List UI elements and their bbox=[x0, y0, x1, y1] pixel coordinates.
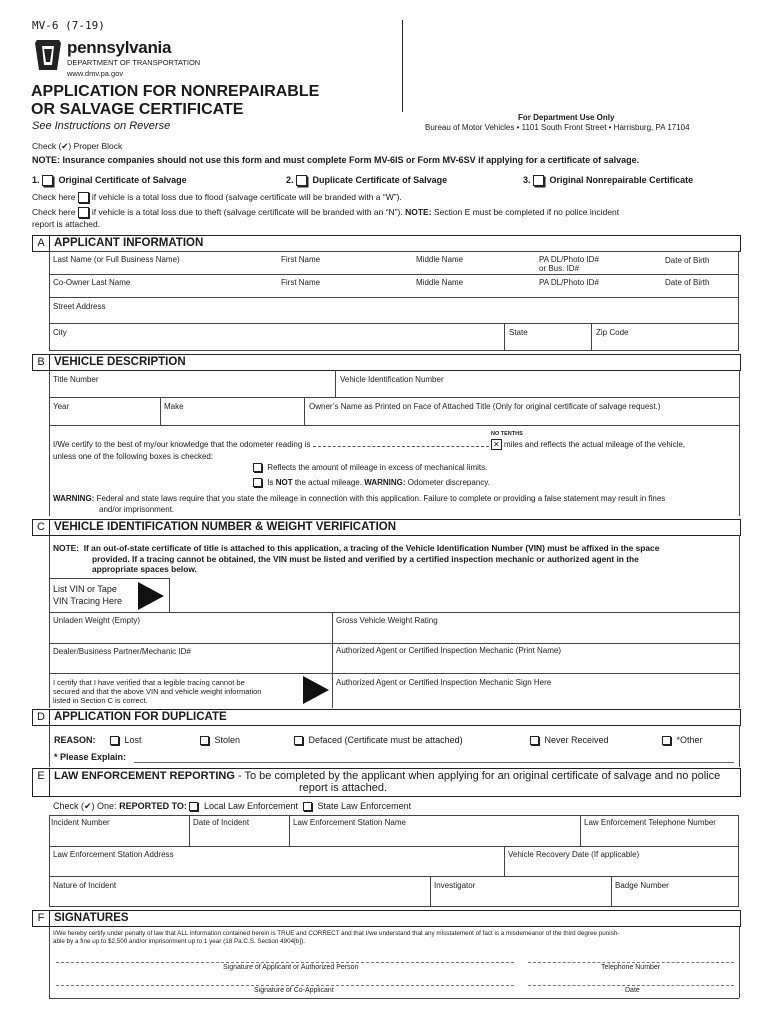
co-owner-dob-field[interactable]: Date of Birth bbox=[665, 278, 710, 287]
option-duplicate-salvage[interactable]: 2. Duplicate Certificate of Salvage bbox=[286, 175, 448, 185]
station-name-field[interactable]: Law Enforcement Station Name bbox=[293, 818, 406, 827]
date-line[interactable] bbox=[528, 985, 734, 986]
last-name-field[interactable]: Last Name (or Full Business Name) bbox=[53, 255, 180, 264]
section-a-grid bbox=[49, 251, 739, 351]
middle-name-field[interactable]: Middle Name bbox=[416, 255, 464, 264]
theft-check-row[interactable]: Check here if vehicle is a total loss due to theft (salvage certificate will be branded with an “N”). NOTE: Section E must be completed if no police incident bbox=[32, 207, 620, 217]
mileage-warning: WARNING: Federal and state laws require that you state the mileage in connection with this application. Failure to complete or providing a false statement may result in fines bbox=[53, 494, 666, 503]
flood-check-row[interactable]: Check here if vehicle is a total loss due to flood (salvage certificate will be branded with a “W”). bbox=[32, 192, 402, 202]
checkbox-icon[interactable] bbox=[303, 802, 312, 811]
date-label: Date bbox=[625, 987, 640, 994]
logo-wordmark: pennsylvania bbox=[67, 38, 172, 57]
first-name-field[interactable]: First Name bbox=[281, 255, 321, 264]
city-field[interactable]: City bbox=[53, 328, 67, 337]
odometer-certify-line2: unless one of the following boxes is checked: bbox=[53, 452, 214, 461]
dealer-id-field[interactable]: Dealer/Business Partner/Mechanic ID# bbox=[53, 647, 191, 656]
reason-label: REASON: bbox=[54, 735, 96, 745]
section-c-header: C VEHICLE IDENTIFICATION NUMBER & WEIGHT VERIFICATION bbox=[32, 519, 741, 536]
co-owner-middle-field[interactable]: Middle Name bbox=[416, 278, 464, 287]
title-number-field[interactable]: Title Number bbox=[53, 375, 99, 384]
odometer-certify: I/We certify to the best of my/our knowledge that the odometer reading is ✕ miles and reflects the actual mileage of the vehicle, bbox=[53, 440, 686, 449]
applicant-signature-line[interactable] bbox=[56, 962, 514, 963]
nature-of-incident-field[interactable]: Nature of Incident bbox=[53, 881, 117, 890]
state-law-enforcement-option[interactable]: State Law Enforcement bbox=[303, 801, 411, 811]
certify-tracing-text: I certify that I have verified that a legible tracing cannot be secured and that the above VIN and vehicle weight information listed in Section C is correct. bbox=[53, 678, 262, 705]
insurance-note: NOTE: Insurance companies should not use this form and must complete Form MV-6IS or Form MV-6SV if applying for a certificate of salvage. bbox=[32, 155, 640, 165]
year-field[interactable]: Year bbox=[53, 402, 70, 411]
checkbox-icon[interactable] bbox=[200, 736, 209, 745]
arrow-right-icon bbox=[138, 582, 164, 610]
dmv-url: www.dmv.pa.gov bbox=[67, 69, 124, 78]
badge-number-field[interactable]: Badge Number bbox=[615, 881, 669, 890]
local-law-enforcement-option[interactable]: Local Law Enforcement bbox=[189, 801, 298, 811]
section-b-header: B VEHICLE DESCRIPTION bbox=[32, 354, 741, 371]
investigator-field[interactable]: Investigator bbox=[434, 881, 476, 890]
vin-tracing-note: NOTE: If an out-of-state certificate of title is attached to this application, a tracing of the Vehicle Identification Number (VIN) must be affixed in the space provided. If a tracing cannot be obtained, the VIN must be listed and verified by a certified inspection mechanic or authorized agent in the appropriate spaces below. bbox=[53, 543, 660, 574]
reason-defaced[interactable]: Defaced (Certificate must be attached) bbox=[294, 735, 463, 745]
theft-checkbox-icon[interactable] bbox=[78, 207, 89, 218]
dept-name: DEPARTMENT OF TRANSPORTATION bbox=[67, 58, 201, 67]
agent-signature-field[interactable]: Authorized Agent or Certified Inspection Mechanic Sign Here bbox=[336, 678, 552, 687]
checkbox-icon[interactable] bbox=[253, 478, 262, 487]
make-field[interactable]: Make bbox=[164, 402, 184, 411]
dept-use-label: For Department Use Only bbox=[518, 113, 615, 122]
applicant-signature-label: Signature of Applicant or Authorized Person bbox=[223, 964, 359, 971]
telephone-line[interactable] bbox=[528, 962, 734, 963]
option-original-nonrepairable[interactable]: 3. Original Nonrepairable Certificate bbox=[523, 175, 694, 185]
coapplicant-signature-label: Signature of Co-Applicant bbox=[254, 987, 334, 994]
mileage-excess-option[interactable]: Reflects the amount of mileage in excess of mechanical limits. bbox=[253, 463, 487, 472]
section-e-header: E LAW ENFORCEMENT REPORTING - To be completed by the applicant when applying for an original certificate of salvage and no police report is attached. bbox=[32, 768, 741, 797]
gvwr-field[interactable]: Gross Vehicle Weight Rating bbox=[336, 616, 438, 625]
recovery-date-field[interactable]: Vehicle Recovery Date (If applicable) bbox=[508, 850, 640, 859]
zip-field[interactable]: Zip Code bbox=[596, 328, 629, 337]
reported-to-row: Check (✔) One: REPORTED TO: Local Law Enforcement State Law Enforcement bbox=[53, 801, 412, 811]
checkbox-icon[interactable] bbox=[253, 463, 262, 472]
checkbox-icon[interactable] bbox=[42, 175, 53, 186]
owner-name-field[interactable]: Owner’s Name as Printed on Face of Attached Title (Only for original certificate of salvage request.) bbox=[309, 402, 661, 411]
perjury-certification: I/We hereby certify under penalty of law that ALL information contained herein is TRUE and CORRECT and that I/we understand that any misstatement of fact is a misdemeanor of the third degree punish- able by a fine up to $2,500 and/or imprisonment up to 1 year (18 Pa.C.S. Section 4904[b]). bbox=[53, 930, 620, 945]
form-title-line1: APPLICATION FOR NONREPAIRABLE bbox=[31, 83, 320, 100]
tenths-box-icon[interactable]: ✕ bbox=[491, 439, 502, 450]
keystone-logo-icon bbox=[33, 39, 63, 76]
vin-tracing-area[interactable]: List VIN or Tape VIN Tracing Here bbox=[53, 584, 123, 606]
section-e-grid bbox=[49, 815, 739, 907]
checkbox-icon[interactable] bbox=[296, 175, 307, 186]
odometer-input[interactable] bbox=[313, 438, 489, 447]
dob-field[interactable]: Date of Birth bbox=[665, 256, 710, 265]
reason-lost[interactable]: Lost bbox=[110, 735, 142, 745]
checkbox-icon[interactable] bbox=[110, 736, 119, 745]
form-id: MV-6 (7-19) bbox=[32, 19, 105, 32]
reason-other[interactable]: *Other bbox=[662, 735, 703, 745]
pa-dl-field[interactable]: PA DL/Photo ID# or Bus. ID# bbox=[539, 255, 599, 273]
agent-print-name-field[interactable]: Authorized Agent or Certified Inspection Mechanic (Print Name) bbox=[336, 646, 561, 655]
header-divider bbox=[402, 20, 403, 112]
theft-line2: report is attached. bbox=[32, 219, 101, 229]
section-d-header: D APPLICATION FOR DUPLICATE bbox=[32, 709, 741, 726]
bureau-address: Bureau of Motor Vehicles • 1101 South Front Street • Harrisburg, PA 17104 bbox=[425, 123, 690, 132]
arrow-right-icon bbox=[303, 676, 329, 704]
unladen-weight-field[interactable]: Unladen Weight (Empty) bbox=[53, 616, 140, 625]
coapplicant-signature-line[interactable] bbox=[56, 985, 514, 986]
form-subtitle: See Instructions on Reverse bbox=[32, 120, 171, 132]
form-title-line2: OR SALVAGE CERTIFICATE bbox=[31, 101, 244, 118]
station-phone-field[interactable]: Law Enforcement Telephone Number bbox=[584, 818, 716, 827]
checkbox-icon[interactable] bbox=[662, 736, 671, 745]
please-explain-label: * Please Explain: bbox=[54, 752, 127, 762]
not-actual-mileage-option[interactable]: Is NOT the actual mileage. WARNING: Odometer discrepancy. bbox=[253, 478, 490, 487]
checkbox-icon[interactable] bbox=[530, 736, 539, 745]
reason-stolen[interactable]: Stolen bbox=[200, 735, 240, 745]
checkbox-icon[interactable] bbox=[189, 802, 198, 811]
station-address-field[interactable]: Law Enforcement Station Address bbox=[53, 850, 174, 859]
co-owner-dl-field[interactable]: PA DL/Photo ID# bbox=[539, 278, 599, 287]
co-owner-first-field[interactable]: First Name bbox=[281, 278, 321, 287]
flood-checkbox-icon[interactable] bbox=[78, 192, 89, 203]
checkbox-icon[interactable] bbox=[533, 175, 544, 186]
mileage-warning-line2: and/or imprisonment. bbox=[99, 505, 175, 514]
incident-date-field[interactable]: Date of Incident bbox=[193, 818, 250, 827]
no-tenths-label: NO TENTHS bbox=[491, 431, 523, 437]
street-address-field[interactable]: Street Address bbox=[53, 302, 106, 311]
telephone-label: Telephone Number bbox=[601, 964, 661, 971]
reason-never-received[interactable]: Never Received bbox=[530, 735, 609, 745]
incident-number-field[interactable]: Incident Number bbox=[51, 818, 110, 827]
explain-input-line[interactable] bbox=[134, 762, 734, 763]
check-block-label: Check (✔) Proper Block bbox=[32, 141, 123, 151]
vin-field[interactable]: Vehicle Identification Number bbox=[340, 375, 444, 384]
section-a-header: A APPLICANT INFORMATION bbox=[32, 235, 741, 252]
co-owner-last-field[interactable]: Co-Owner Last Name bbox=[53, 278, 131, 287]
checkbox-icon[interactable] bbox=[294, 736, 303, 745]
option-original-salvage[interactable]: 1. Original Certificate of Salvage bbox=[32, 175, 187, 185]
state-field[interactable]: State bbox=[509, 328, 528, 337]
section-f-header: F SIGNATURES bbox=[32, 910, 741, 927]
